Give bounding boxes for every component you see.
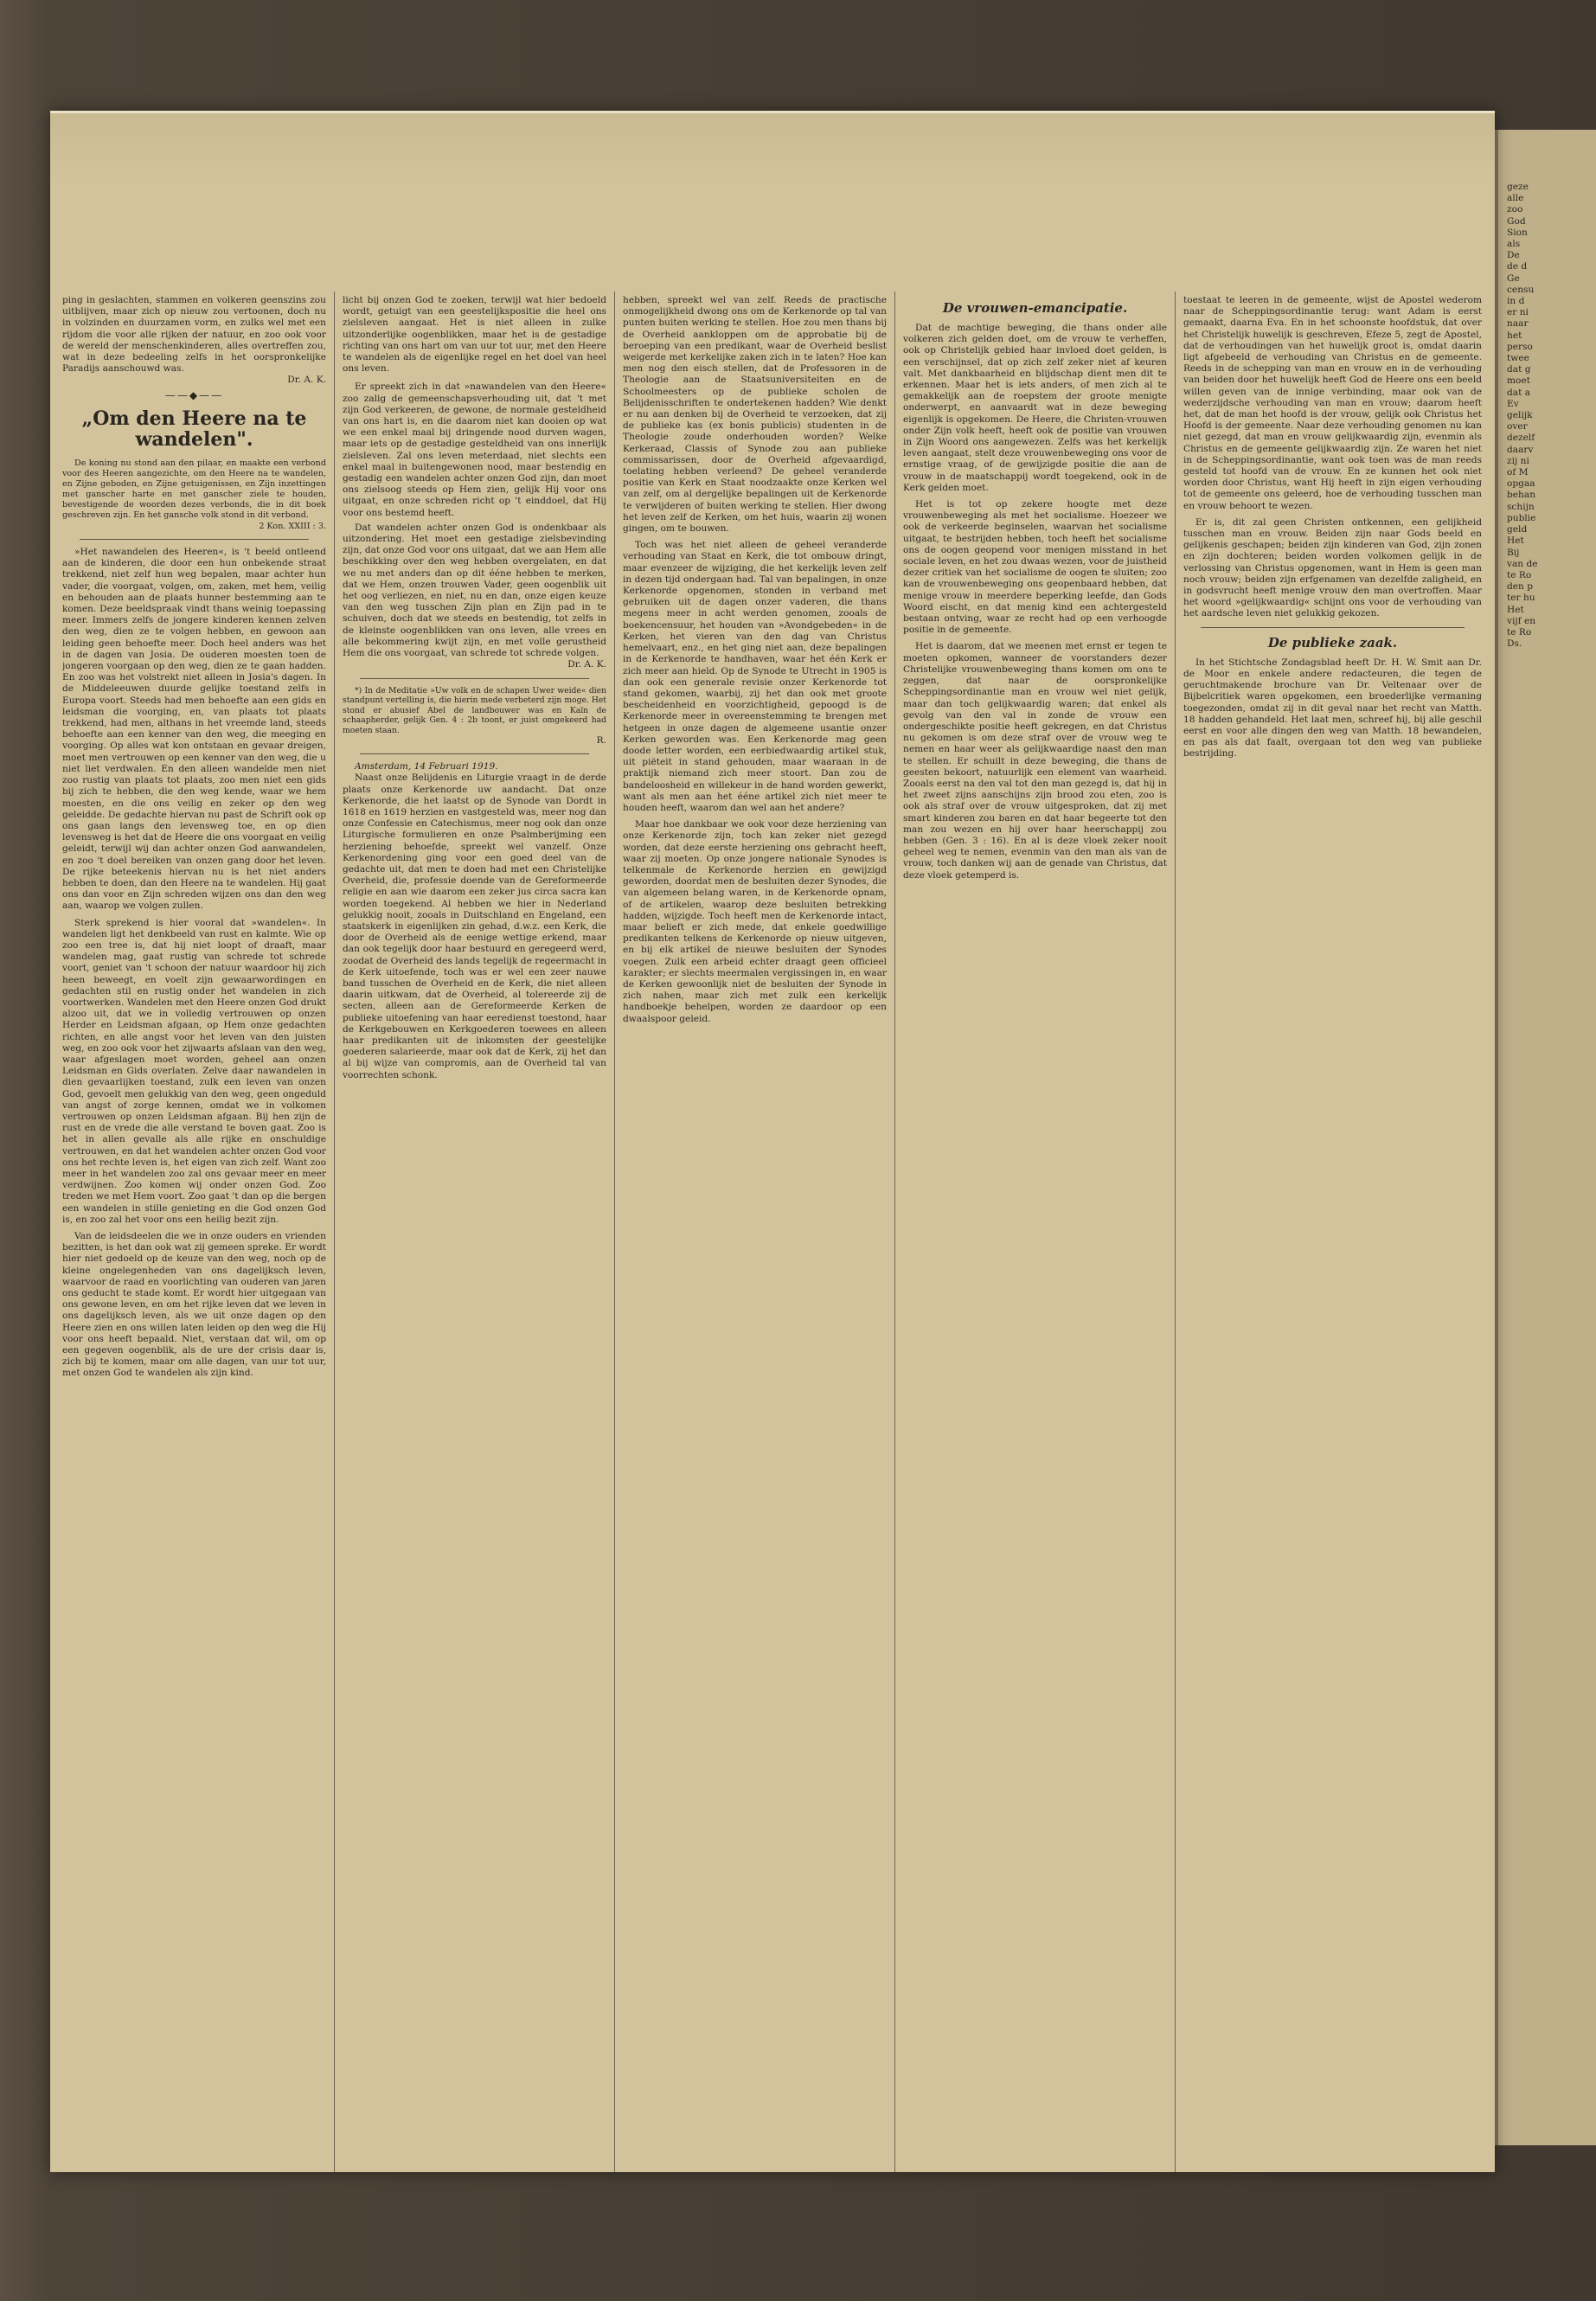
adjacent-text-fragment: Ev [1507, 398, 1519, 409]
adjacent-text-fragment: in d [1507, 296, 1525, 307]
article-text: Het is daarom, dat we meenen met ernst er tegen te moeten opkomen, wanneer de voorstanders dezer Christelijke vrouwenbeweging thans komen om ons te zeggen, dat naar de oorspronkelijke Scheppingsordinantie man en vrouw wel niet gelijk, maar dan toch gelijkwaardig waren; dat enkel als gevolg van den val in zonde de vrouw een ondergeschikte positie heeft gekregen, en dat Christus nu gekomen is om deze straf over de vrouw weg te nemen en haar weer als gelijkwaardige naast den man te stellen. Er schuilt in deze beweging, die thans de geesten bekoort, natuurlijk een element van waarheid. Zooals eerst na den val tot den man gezegd is, dat hij in het zweet zijns aanschijns zijn brood zou eten, zoo is ook als straf over de vrouw uitgesproken, dat zij met smart kinderen zou baren en dat haar begeerte tot den man zou wezen en hij over haar heerschappij zou hebben (Gen. 3 : 16). En al is deze vloek zeker nooit geheel weg te nemen, evenmin van den man als van de vrouw, toch danken wij aan de genade van Christus, dat deze vloek getemperd is. [903, 641, 1167, 881]
adjacent-text-fragment: Sion [1507, 227, 1528, 238]
article-text: Dat de machtige beweging, die thans onder alle volkeren zich gelden doet, om de vrouw te verheffen, ook op Christelijk gebied haar invloed doet gelden, is een verschijnsel, dat op zich zelf zeker niet af keuren valt. Met dankbaarheid en blijdschap dient men dit te erkennen. Maar het is iets anders, of men zich al te gemakkelijk aan de roepstem der groote menigte onderwerpt, en aanvaardt wat in deze beweging eigenlijk is opgekomen. De Heere, die Christen-vrouwen onder Zijn volk heeft, heeft ook de positie van vrouwen in Zijn Woord ons aangewezen. Zelfs was het kerkelijk leven aangaat, stelt deze vrouwenbeweging ons voor de ernstige vraag, of de gewijzigde positie die aan de vrouw in de maatschappij wordt toegekend, ook in de Kerk gelden moet. [903, 323, 1167, 493]
adjacent-text-fragment: geld [1507, 524, 1528, 535]
adjacent-text-fragment: Het [1507, 535, 1524, 547]
adjacent-text-fragment: dat a [1507, 387, 1531, 398]
scripture-quote: De koning nu stond aan den pilaar, en maakte een verbond voor des Heeren aangezichte, om den Heere na te wandelen, en Zijne geboden, en Zijne getuigenissen, en Zijn inzettingen met ganscher harte en met ganscher ziele te houden, bevestigende de woorden dezes verbonds, die in dit boek geschreven zijn. En het gansche volk stond in dit verbond. [62, 458, 326, 520]
adjacent-text-fragment: schijn [1507, 501, 1535, 512]
article-text: licht bij onzen God te zoeken, terwijl wat hier bedoeld wordt, getuigt van een geestelijkspositie die heel ons zielsleven aangaat. Het is niet alleen in zulke uitzonderlijke oogenblikken, maar het is de gestadige richting van ons hart om van uur tot uur, met den Heere te wandelen als de eigenlijke regel en het doel van heel ons leven. [343, 295, 606, 375]
adjacent-text-fragment: dat g [1507, 364, 1531, 375]
article-text: Er spreekt zich in dat »nawandelen van den Heere« zoo zalig de gemeenschapsverhouding uit, dat 't met zijn God verkeeren, de gewone, de normale gesteldheid van ons hart is, en die daarom niet kan dooien op wat we een enkel maal bij dringende nood durven wagen, maar iets op de gestadige gesteldheid van ons innerlijk zielsleven. Zal ons leven meterdaad, niet slechts een enkel maal in buitengewonen nood, maar bestendig en gestadig een wandelen achter onzen God zijn, dan moet ons zielsoog steeds op Hem zien, gelijk Hij voor ons uitgaat, en onze schreden richt op 't einddoel, dat Hij voor ons bestemd heeft. [343, 381, 606, 518]
column-4 [903, 295, 1167, 2172]
article-text: »Het nawandelen des Heeren«, is 't beeld ontleend aan de kinderen, die door een hun onbekende straat trekkend, niet zelf hun weg bepalen, maar achter hun vader, die voorgaat, volgen, om, zaken, met hem, veilig en behouden aan de plaats hunner bestemming aan te komen. Deze beeldspraak vindt thans weinig toepassing meer. Immers zelfs de jongere kinderen kennen zelven den weg, dien ze te volgen hebben, en gewoon aan leiding geen behoefte meer. Doch heel anders was het in de dagen van Josia. De ouderen moesten toen de jongeren voorgaan op den weg, dien ze te gaan hadden. En zoo was het volstrekt niet alleen in Josia's dagen. In de Middeleeuwen duurde gelijke toestand zelfs in Europa voort. Steeds had men behoefte aan een gids en leidsman die voorging, en, van plaats tot plaats trekkend, had men, althans in het vreemde land, steeds behoefte aan een kenner van den weg, die meeging en voorging. Op alles wat kon ontstaan en gevaar dreigen, moet men vertrouwen op een kenner van den weg, die u niet liet verdwalen. En den alleen wandelde men niet zoo rustig van plaats tot plaats, zoo men niet een gids bij zich te hebben, die den weg kende, waar we hem moesten, en die ons veilig en zeker op den weg geleidde. De gedachte hiervan nu past de Schrift ook op ons gaan langs den levensweg toe, en op dien levensweg is het dat de Heere die ons voorgaat en veilig geleidt, terwijl wij dan achter onzen God aanwandelen, en zoo 't doel bereiken van onzen gang door het leven. De rijke beteekenis hiervan nu is het niet anders hebben te doen, dan den Heere na te wandelen. Hij gaat ons dan voor en Zijn schreden wijzen ons dan den weg aan, waarop we volgen zullen. [62, 547, 326, 912]
adjacent-text-fragment: Het [1507, 604, 1524, 615]
adjacent-text-fragment: daarv [1507, 444, 1534, 455]
adjacent-text-fragment: Bij [1507, 547, 1520, 558]
divider [360, 753, 589, 754]
article-text: Er is, dit zal geen Christen ontkennen, een gelijkheid tusschen man en vrouw. Beiden zijn naar Gods beeld en gelijkenis geschapen; beiden zijn kinderen van God, zijn zonen en zijn dochteren; beiden worden volkomen gelijk in de verlossing van Christus opgenomen, want in Hem is geen man noch vrouw; beiden zijn erfgenamen van dezelfde zaligheid, en in godsvrucht heeft menige vrouw den man overtroffen. Maar het woord »gelijkwaardig« schijnt ons voor de verhouding van het aardsche leven niet gelukkig gekozen. [1183, 516, 1482, 619]
article-text: Toch was het niet alleen de geheel veranderde verhouding van Staat en Kerk, die tot ombouw dringt, maar evenzeer de wijziging, die het kerkelijk leven zelf in dezen tijd ondergaan had. Tal van bepalingen, in onze Kerkenorde opgenomen, stonden in verband met gebruiken uit de dagen onzer vaderen, die thans megens meer in acht werden genomen, zooals de boekencensuur, het houden van »Avondgebeden« in de Kerken, het vieren van den dag van Christus hemelvaart, enz., en het ging niet aan, deze bepalingen in de Kerkenorde te handhaven, waar het één Kerk er zich meer aan hield. Op de Synode te Utrecht in 1905 is dan ook een generale revisie onzer Kerkenorde tot stand gekomen, waarbij, zij het dan ook met groote bescheidenheid en voorzichtigheid, gepoogd is de Kerkenorde meer in overeenstemming te brengen met hetgeen in onze dagen de algemeene usantie onzer Kerken geworden was. Een Kerkenorde mag geen doode letter worden, een eerbiedwaardig artikel stuk, uit piëteit in stand gehouden, maar waaraan in de praktijk niemand zich meer stoort. Dan zou de bandeloosheid en willekeur in de hand worden gewerkt, want als men aan het ééne artikel zich niet meer te houden heeft, waarom dan wel aan het andere? [623, 540, 887, 813]
adjacent-text-fragment: moet [1507, 375, 1530, 387]
adjacent-text-fragment: er ni [1507, 307, 1529, 318]
adjacent-text-fragment: publie [1507, 512, 1536, 523]
adjacent-text-fragment: gelijk [1507, 410, 1533, 421]
article-text: In het Stichtsche Zondagsblad heeft Dr. H. W. Smit aan Dr. de Moor en enkele andere redacteuren, die tegen de geruchtmakende brochure van Dr. Veltenaar over de Bijbelcritiek waren opgekomen, een broederlijke vermaning toegezonden, omdat zij in dit geval naar het recht van Matth. 18 hadden gehandeld. Het laat men, schreef hij, bij alle geschil eerst en voor alle dingen den weg van Matth. 18 bewandelen, en pas als dat faalt, overgaan tot den weg van publieke bestrijding. [1183, 657, 1482, 760]
article-heading: De publieke zaak. [1267, 634, 1398, 651]
adjacent-text-fragment: van de [1507, 558, 1538, 569]
adjacent-text-fragment: vijf en [1507, 615, 1536, 626]
adjacent-text-fragment: Ge [1507, 272, 1520, 284]
column-2 [343, 295, 606, 2172]
adjacent-text-fragment: perso [1507, 341, 1533, 352]
article-text: Dat wandelen achter onzen God is ondenkbaar als uitzondering. Het moet een gestadige zielsbevinding zijn, dat onze God voor ons uitgaat, dat we aan Hem alle beschikking over den weg hebben overgelaten, en dat we nu met anders dan op dit ééne hebben te merken, dat we Hem, onzen trouwen Vader, geen oogenblik uit het oog verliezen, en niet, nu en dan, onze eigen keuze van den weg tusschen Zijn plan en Zijn pad in te schuiven, doch dat we steeds en bestendig, tot zelfs in de kleinste oogenblikken van ons leven, alle vrees en alle bekommering kwijt zijn, en met volle gerustheid Hem die ons voorgaat, van schrede tot schrede volgen. [343, 522, 606, 659]
adjacent-text-fragment: te Ro [1507, 569, 1532, 580]
adjacent-text-fragment: twee [1507, 353, 1529, 364]
meditation-title: „Om den Heere na te wandelen". [81, 407, 307, 451]
adjacent-text-fragment: alle [1507, 193, 1524, 204]
dateline: Amsterdam, 14 Februari 1919. [355, 761, 498, 772]
adjacent-text-fragment: behan [1507, 490, 1536, 501]
adjacent-text-fragment: ter hu [1507, 593, 1535, 604]
adjacent-text-fragment: over [1507, 421, 1528, 433]
article-text: toestaat te leeren in de gemeente, wijst de Apostel wederom naar de Scheppingsordinantie terug: want Adam is eerst gemaakt, daarna Eva. En in het schoonste hoofdstuk, dat over het Christelijk huwelijk is geschreven, Efeze 5, zegt de Apostel, dat de verhoudingen van het huwelijk groot is, omdat daarin ligt afgebeeld de verhouding van Christus en de gemeente. Reeds in de schepping van man en vrouw en in de verhouding van beiden door het huwelijk heeft God de Heere ons een beeld willen geven van de innige verbinding, maar ook van de wederzijdsche verhouding van man en vrouw; daarom heeft het, dat de man het hoofd is der vrouw, gelijk ook Christus het Hoofd is der gemeente. Naar deze verhouding genomen nu kan niet gezegd, dat man en vrouw gelijkwaardig zijn, evenmin als Christus en de gemeente gelijkwaardig zijn. Ze waren het niet in de Scheppingsordinantie, want ook toen was de man reeds gesteld tot hoofd van de vrouw. En ze kunnen het ook niet worden door Christus, want Hij heeft in zijn eigen verhouding tot de gemeente ons geleerd, hoe de verhouding tusschen man en vrouw behoort te wezen. [1183, 295, 1482, 511]
article-text: ping in geslachten, stammen en volkeren geenszins zou uitblijven, maar zich op nieuw zou vertoonen, doch nu in volzinden en duurzamen vorm, en zulks wel met een rijdom die voor alle rijken der natuur, en zoo ook voor de wereld der menschenkinderen, alles overtreffen zou, wat in deze bedeeling zelfs in het oorspronkelijke Paradijs aanschouwd was. [62, 295, 326, 375]
article-text: Van de leidsdeelen die we in onze ouders en vrienden bezitten, is het dan ook wat zij gemeen spreke. Er wordt hier niet gedoeld op de keuze van den weg, noch op de kleine ongelegenheden van ons dagelijksch leven, waarvoor de raad en voorlichting van ouderen van jaren ons geducht te stade komt. Er wordt hier uitgegaan van ons gewone leven, en om het rijke leven dat we leven in ons dagelijksch leven, als we uit onze dagen op den Heere zien en ons willen laten leiden op den weg die Hij voor ons heeft bepaald. Niet, verstaan dat wil, om op een gegeven oogenblik, als de ure der crisis daar is, zich bij te komen, maar om alle dagen, van uur tot uur, met onzen God te wandelen als zijn kind. [62, 1231, 326, 1379]
ornament-divider: ——◆—— [164, 388, 224, 401]
article-text: Sterk sprekend is hier vooral dat »wandelen«. In wandelen ligt het denkbeeld van rust en kalmte. Wie op zoo een tree is, dat hij niet loopt of draaft, maar wandelen mag, gaat rustig van schrede tot schrede voort, geniet van 't schoon der natuur waardoor hij zich heen beweegt, en voelt zijn gewaarwordingen en gedachten stil en rustig onder het wandelen in zich voortwerken. Wandelen met den Heere onzen God drukt alzoo uit, dat we in volledig vertrouwen op onzen Herder en Leidsman afgaan, op Hem onze gedachten richten, en alle angst voor het leven van den juisten weg, en zoo ook voor het zijwaarts afslaan van den weg, waar afgeslagen moet worden, geheel aan onzen Leidsman en Gids overlaten. Zelve daar nawandelen in dien gevaarlijken toestand, zulk een leven van onzen God, gevoelt men gelukkig van den weg, geen ongeduld van angst of zorge kennen, omdat we in volkomen vertrouwen op onzen Leidsman afgaan. Bij hen zijn de rust en de vrede die alle verstand te boven gaat. Zoo is het in allen gevalle als alle rijke en onschuldige vertrouwen, en dat het wandelen achter onzen God voor ons het rechte leven is, het eigen van zich zelf. Want zoo meer in het wandelen zoo zal ons gevaar meer en meer verdwijnen. Zoo komen wij onder onzen God. Zoo treden we met Hem voort. Zoo gaat 't dan op die bergen een wandelen in stille genieting en die God onzen God is, en zoo zal het voor ons een heilig bezit zijn. [62, 917, 326, 1225]
column-3 [623, 295, 887, 2172]
column-rule [334, 292, 335, 2172]
adjacent-text-fragment: censu [1507, 284, 1535, 295]
adjacent-page-text [1507, 182, 1596, 650]
adjacent-text-fragment: het [1507, 330, 1522, 341]
article-text: hebben, spreekt wel van zelf. Reeds de practische onmogelijkheid dwong ons om de Kerkenorde op tal van punten buiten werking te stellen. Hoe zou men thans bij de Overheid aankloppen om de approbatie bij de beroeping van een predikant, waar de Overheid beslist weigerde met kerkelijke zaken zich in te laten? Hoe kan men nog den eisch stellen, dat de Professoren in de Theologie aan de Staatsuniversiteiten en de Schoolmeesters op de publieke scholen de Belijdenisschriften te ondertekenen hadden? Wie denkt er nu aan denken bij de Overheid te verzoeken, dat zij de publieke kas (ex bonis publicis) studenten in de Theologie zoude onderhouden worden? Welke Kerkeraad, Classis of Synode zou aan publieke commissarissen, door de Overheid afgevaardigd, toelating hebben verleend? De geheel veranderde positie van Kerk en Staat noodzaakte onze Kerken wel van zelf, om al dergelijke bepalingen uit de Kerkenorde te verwijderen of buiten werking te stellen. Hier dwong het leven zelf de Kerken, om het huis, waarin zij wonen gingen, om te bouwen. [623, 295, 887, 535]
adjacent-text-fragment: de d [1507, 261, 1528, 272]
adjacent-text-fragment: zij ni [1507, 455, 1529, 466]
article-heading: De vrouwen-emancipatie. [942, 300, 1128, 316]
adjacent-text-fragment: Ds. [1507, 638, 1522, 650]
article-text: Maar hoe dankbaar we ook voor deze herziening van onze Kerkenorde zijn, toch kan zeker niet gezegd worden, dat deze eerste herziening ons gebracht heeft, waar zij moeten. Op onze jongere nationale Synodes is telkenmale de Kerkenorde herzien en gewijzigd geworden, doordat men de besluiten dezer Synodes, die van algemeen belang waren, in de Kerkenorde opnam, of de artikelen, waarop deze besluiten betrekking hadden, wijzigde. Toch heeft men de Kerkenorde intact, maar belieft er zich mede, dat enkele goedwillige predikanten telkens de Kerkenorde op nieuw uitgeven, en bij elk artikel de nieuwe besluiten der Synodes voegen. Zulk een arbeid echter draagt geen officieel karakter; er slechts meermalen vergissingen in, en waar de Kerken gewoonlijk niet de besluiten der Synode in zich nahen, maar zich met zulk een kerkelijk handboekje behelpen, worden ze daardoor op een dwaalspoor geleid. [623, 819, 887, 1024]
column-rule [614, 292, 615, 2172]
adjacent-text-fragment: als [1507, 239, 1521, 250]
article-text: Het is tot op zekere hoogte met deze vrouwenbeweging als met het socialisme. Hoezeer we ook de verkeerde beginselen, waarvan het socialisme uitgaat, te bestrijden hebben, toch heeft het socialisme ons de oogen geopend voor menigen misstand in het sociale leven, en het zou dwaas wezen, voor de juistheid dezer critiek van het socialisme de oogen te sluiten; zoo kan de vrouwenbeweging ons geopenbaard hebben, dat menige vrouw in meerdere beperking leefde, dan Gods Woord eischt, en dat menig kind een achtergesteld bestaan ontving, waar ze recht had op een verhoogde positie in de gemeente. [903, 499, 1167, 636]
adjacent-text-fragment: naar [1507, 318, 1529, 330]
newspaper-page [50, 111, 1495, 2172]
column-rule [894, 292, 895, 2172]
divider [80, 539, 309, 540]
footnote: *) In de Meditatie »Uw volk en de schapen Uwer weide« dien standpunt vertelling is, die hierin mede verbeterd zijn moge. Het stond er abusief Abel de landbouwer was en Kaïn de schaapherder, gelijk Gen. 4 : 2b toont, er juist omgekeerd had moeten staan. [343, 685, 606, 735]
adjacent-text-fragment: of M [1507, 467, 1529, 478]
adjacent-text-fragment: God [1507, 215, 1526, 227]
author-signature: Dr. A. K. [287, 375, 326, 386]
column-5 [1183, 295, 1482, 2172]
adjacent-text-fragment: zoo [1507, 204, 1523, 215]
adjacent-page-edge [1495, 130, 1596, 2145]
column-1 [62, 295, 326, 2172]
author-signature: Dr. A. K. [567, 659, 606, 670]
adjacent-text-fragment: opgaa [1507, 478, 1535, 490]
footnote-signature: R. [596, 735, 606, 746]
column-rule [1175, 292, 1176, 2172]
adjacent-text-fragment: te Ro [1507, 626, 1532, 638]
divider [360, 678, 589, 679]
adjacent-text-fragment: dezelf [1507, 433, 1535, 444]
adjacent-text-fragment: De [1507, 250, 1520, 261]
adjacent-text-fragment: den p [1507, 581, 1534, 593]
divider [1201, 627, 1465, 628]
article-text: Naast onze Belijdenis en Liturgie vraagt in de derde plaats onze Kerkenorde uw aandacht. Dat onze Kerkenorde, die het laatst op de Synode van Dordt in 1618 en 1619 herzien en vastgesteld was, meer nog dan onze Confessie en Catechismus, meer nog ook dan onze Liturgische formulieren en onze Psalmberijming een herziening behoefde, spreekt wel vanzelf. Onze Kerkenordening ging voor een goed deel van de gedachte uit, dat men te doen had met een Christelijke Overheid, die, professie doende van de Gereformeerde religie en aan wie daarom een zeker jus circa sacra kan worden toegekend. Al hebben we hier in Nederland gelukkig nooit, zooals in Duitschland en Engeland, een staatskerk in eigenlijken zin gehad, d.w.z. een Kerk, die door de Overheid als de eenige wettige erkend, maar dan ook tegelijk door haar bestuurd en geregeerd werd, zoodat de Overheid des lands tegelijk de regeermacht in de Kerk uitoefende, toch was er wel een zeer nauwe band tusschen de Overheid en de Kerk, die niet alleen daarin uitkwam, dat de Overheid, al tolereerde zij de secten, alleen aan de Gereformeerde Kerken de publieke uitoefening van haar eeredienst toestond, haar de Kerkgebouwen en Kerkgoederen toewees en alleen haar predikanten uit de inkomsten der geestelijke goederen salarieerde, maar ook dat de Kerk, zij het dan al bij wijze van compromis, aan de Overheid tal van voorrechten schonk. [343, 772, 606, 1080]
scripture-reference: 2 Kon. XXIII : 3. [259, 521, 326, 531]
adjacent-text-fragment: geze [1507, 182, 1529, 192]
